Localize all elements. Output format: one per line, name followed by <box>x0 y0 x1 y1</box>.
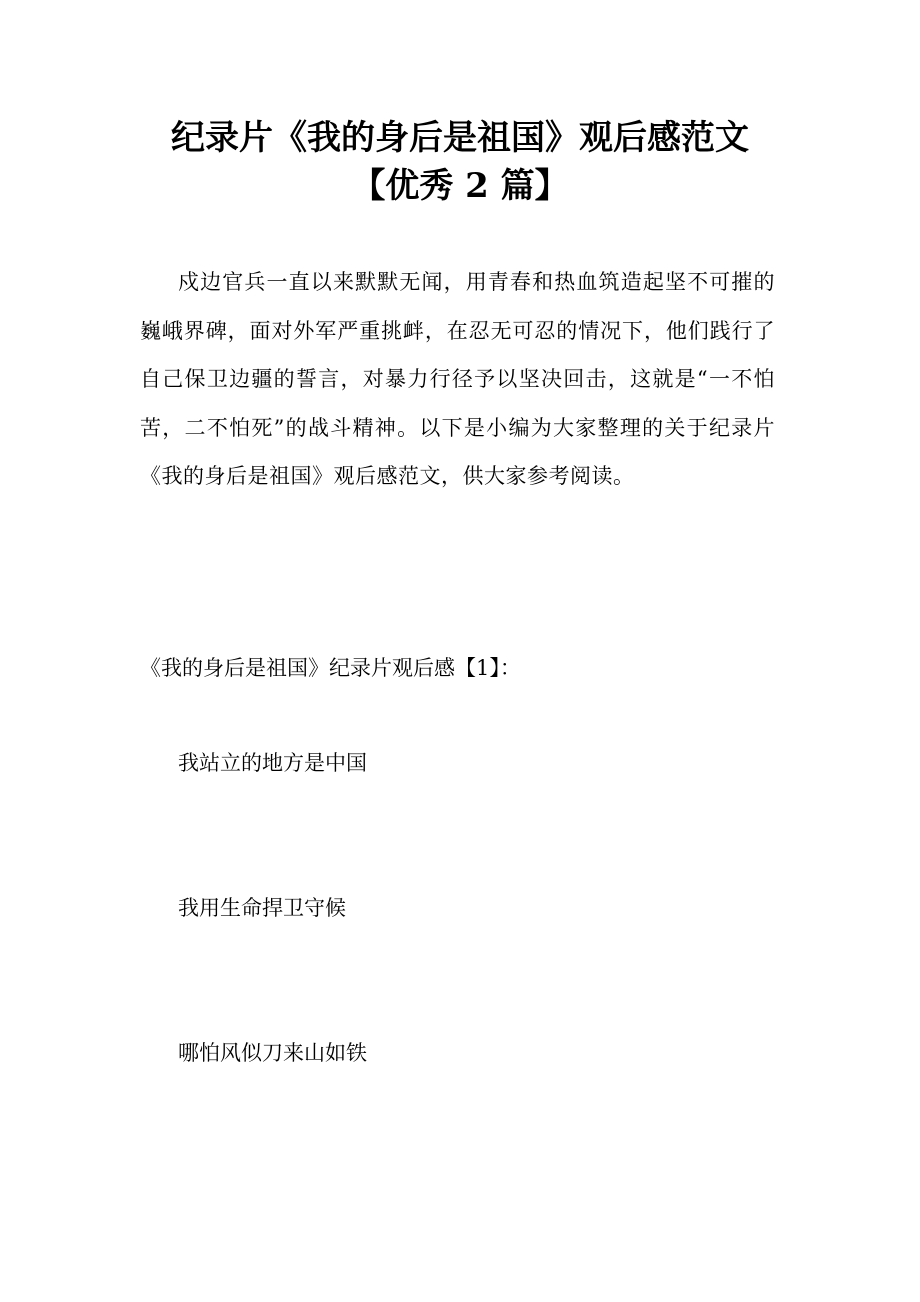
poem-line: 我用生命捍卫守候 <box>178 896 346 920</box>
section-heading: 《我的身后是祖国》纪录片观后感【1】： <box>140 656 521 680</box>
document-title: 纪录片《我的身后是祖国》观后感范文 <box>171 118 749 158</box>
poem-line: 哪怕风似刀来山如铁 <box>178 1041 367 1065</box>
poem-line: 我站立的地方是中国 <box>178 751 367 775</box>
document-subtitle: 【优秀 2 篇】 <box>351 166 569 206</box>
intro-paragraph: 戍边官兵一直以来默默无闻，用青春和热血筑造起坚不可摧的巍峨界碑，面对外军严重挑衅，在忍无可忍的情况下，他们践行了自己保卫边疆的誓言，对暴力行径予以坚决回击，这就是“一不怕苦，二不怕死”的战斗精神。以下是小编为大家整理的关于纪录片《我的身后是祖国》观后感范文，供大家参考阅读。 <box>140 270 775 488</box>
